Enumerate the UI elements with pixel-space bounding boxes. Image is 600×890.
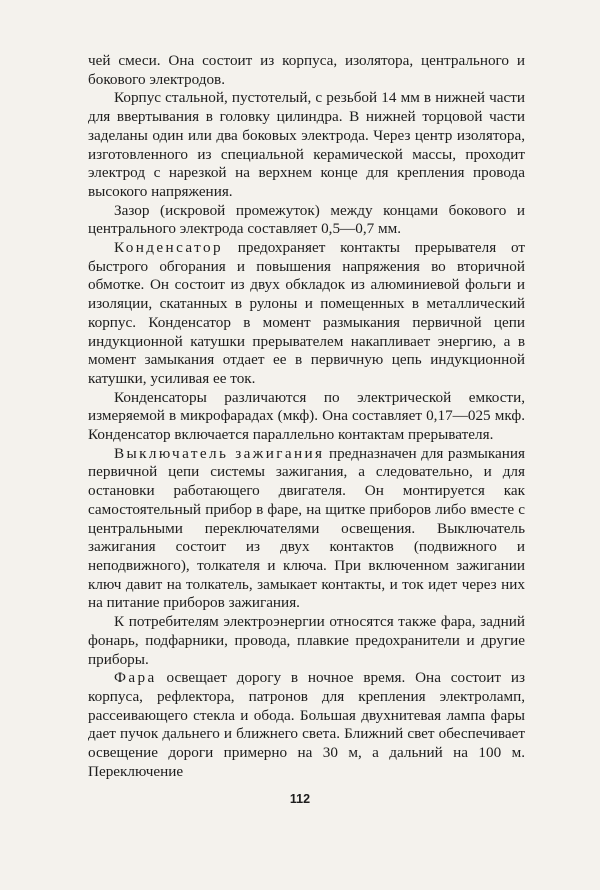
paragraph-1-text: чей смеси. Она состоит из корпуса, изолятора, центрального и бокового электродов. — [88, 52, 525, 88]
paragraph-8-term: Фара — [114, 669, 157, 687]
paragraph-7-text: К потребителям электроэнергии относятся также фара, задний фонарь, подфарники, провода, плавкие предохранители и другие приборы. — [88, 613, 525, 668]
paragraph-2 — [88, 89, 525, 201]
paragraph-8 — [88, 669, 525, 781]
paragraph-4 — [88, 239, 525, 389]
paragraph-1 — [88, 52, 525, 89]
paragraph-4-term: Конденсатор — [114, 239, 223, 257]
paragraph-5-text: Конденсаторы различаются по электрической емкости, измеряемой в микрофарадах (мкф). Она составляет 0,17—025 мкф. Конденсатор включается параллельно контактам прерывателя. — [88, 388, 525, 444]
paragraph-6-text: предназначен для размыкания первичной цепи системы зажигания, а следовательно, и для остановки работающего двигателя. Он монтируется как самостоятельный прибор в фаре, на щитке приборов либо вместе с центральными переключателями освещения. Выключатель зажигания состоит из двух контактов (подвижного и неподвижного), толкателя и ключа. При включенном зажигании ключ давит на толкатель, замыкает контакты, и ток идет через них на питание приборов зажигания. — [88, 444, 525, 612]
paragraph-5 — [88, 389, 525, 445]
paragraph-4-text: предохраняет контакты прерывателя от быстрого обгорания и повышения напряжения во вторичной обмотке. Он состоит из двух обкладок из алюминиевой фольги и изоляции, скатанных в рулоны и помещенных в металлический корпус. Конденсатор в момент размыкания первичной цепи индукционной катушки прерывателем накапливает энергию, а в момент замыкания отдает ее в первичную цепь индукционной катушки, усиливая ее ток. — [88, 239, 525, 387]
paragraph-3-text: Зазор (искровой промежуток) между концами бокового и центрального электрода составляет 0,5—0,7 мм. — [88, 201, 525, 238]
paragraph-6 — [88, 445, 525, 613]
body-text — [88, 52, 525, 781]
page-number: 112 — [289, 792, 311, 806]
paragraph-2-text: Корпус стальной, пустотелый, с резьбой 14 мм в нижней части для ввертывания в головку цилиндра. В нижней торцовой части заделаны один или два боковых электрода. Через центр изолятора, изготовленного из специальной керамической массы, проходит электрод с нарезкой на верхнем конце для крепления провода высокого напряжения. — [88, 89, 525, 200]
paragraph-3 — [88, 202, 525, 239]
paragraph-7 — [88, 613, 525, 669]
paragraph-6-term: Выключатель зажигания — [114, 444, 325, 462]
paragraph-8-text: освещает дорогу в ночное время. Она состоит из корпуса, рефлектора, патронов для крепления электроламп, рассеивающего стекла и обода. Большая двухнитевая лампа фары дает пучок дальнего и ближнего света. Ближний свет обеспечивает освещение дороги примерно на 30 м, а дальний на 100 м. Переключение — [88, 669, 525, 780]
